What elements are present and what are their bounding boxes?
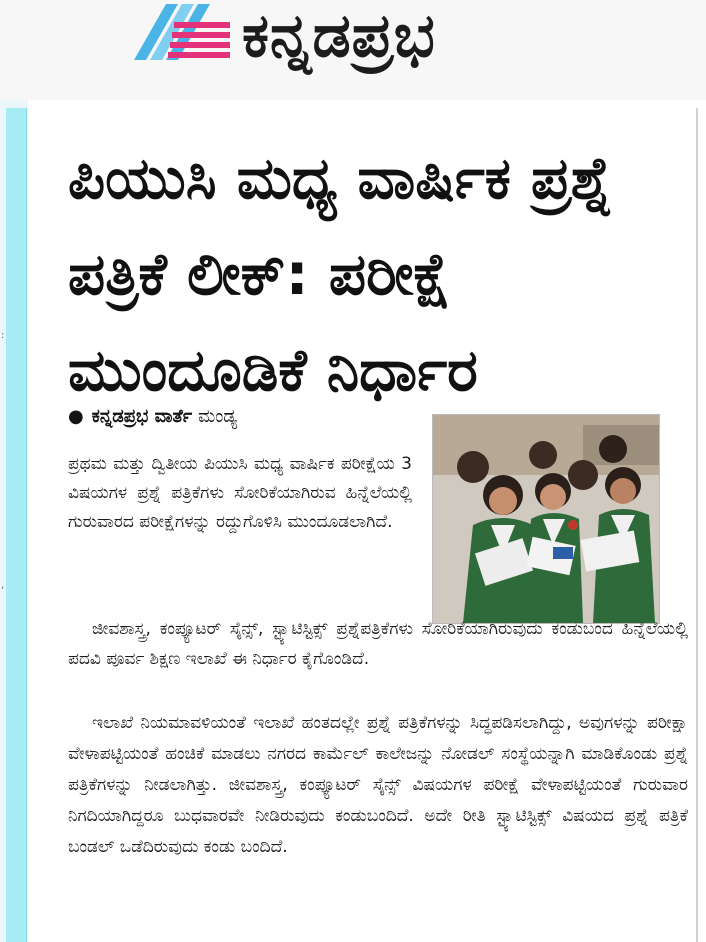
byline-place: ಮಂಡ್ಯ	[198, 406, 238, 427]
news-article	[32, 110, 696, 942]
accent-bar	[6, 108, 27, 942]
masthead-brand: ಕನ್ನಡಪ್ರಭ	[242, 1, 436, 71]
byline	[68, 404, 428, 430]
students-reading-photo	[432, 414, 660, 624]
kannadaprabha-logo-icon	[126, 2, 238, 62]
page-edge-mark: ,	[1, 580, 5, 591]
article-paragraph: ಇಲಾಖೆ ನಿಯಮಾವಳಿಯಂತೆ ಇಲಾಖೆ ಹಂತದಲ್ಲೇ ಪ್ರಶ್ನೆ ಪತ್ರಿಕೆಗಳನ್ನು ಸಿದ್ಧಪಡಿಸಲಾಗಿದ್ದು, ಅವುಗಳನ್ನು ಪರೀಕ್ಷಾ ವೇಳಾಪಟ್ಟಿಯಂತೆ ಹಂಚಿಕೆ ಮಾಡಲು ನಗರದ ಕಾರ್ಮೆಲ್ ಕಾಲೇಜನ್ನು ನೋಡಲ್ ಸಂಸ್ಥೆಯನ್ನಾಗಿ ಮಾಡಿಕೊಂಡು ಪ್ರಶ್ನೆ ಪತ್ರಿಕೆಗಳನ್ನು ನೀಡಲಾಗಿತ್ತು. ಜೀವಶಾಸ್ತ್ರ, ಕಂಪ್ಯೂಟರ್ ಸೈನ್ಸ್ ವಿಷಯಗಳ ಪರೀಕ್ಷೆ ವೇಳಾಪಟ್ಟಿಯಂತೆ ಗುರುವಾರ ನಿಗದಿಯಾಗಿದ್ದರೂ ಬುಧವಾರವೇ ನೀಡಿರುವುದು ಕಂಡುಬಂದಿದೆ. ಅದೇ ರೀತಿ ಸ್ಟ್ಯಾಟಿಸ್ಟಿಕ್ಸ್ ವಿಷಯದ ಪ್ರಶ್ನೆ ಪತ್ರಿಕೆ ಬಂಡಲ್ ಒಡೆದಿರುವುದು ಕಂಡು ಬಂದಿದೆ.	[68, 713, 688, 857]
page-edge-mark: :	[1, 330, 5, 341]
article-headline: ಪಿಯುಸಿ ಮಧ್ಯ ವಾರ್ಷಿಕ ಪ್ರಶ್ನೆ ಪತ್ರಿಕೆ ಲೀಕ್: ಪರೀಕ್ಷೆ ಮುಂದೂಡಿಕೆ ನಿರ್ಧಾರ	[68, 144, 613, 404]
bullet-icon: ●	[68, 406, 84, 427]
article-paragraph: ಪ್ರಥಮ ಮತ್ತು ದ್ವಿತೀಯ ಪಿಯುಸಿ ಮಧ್ಯ ವಾರ್ಷಿಕ ಪರೀಕ್ಷೆಯ 3 ವಿಷಯಗಳ ಪ್ರಶ್ನೆ ಪತ್ರಿಕೆಗಳು ಸೋರಿಕೆಯಾಗಿರುವ ಹಿನ್ನೆಲೆಯಲ್ಲಿ ಗುರುವಾರದ ಪರೀಕ್ಷೆಗಳನ್ನು ರದ್ದುಗೊಳಿಸಿ ಮುಂದೂಡಲಾಗಿದೆ.	[68, 454, 412, 532]
column-rule	[696, 108, 698, 942]
article-paragraph: ಜೀವಶಾಸ್ತ್ರ, ಕಂಪ್ಯೂಟರ್ ಸೈನ್ಸ್, ಸ್ಟ್ಯಾಟಿಸ್ಟಿಕ್ಸ್ ಪ್ರಶ್ನೆಪತ್ರಿಕೆಗಳು ಸೋರಿಕೆಯಾಗಿರುವುದು ಕಂಡುಬಂದ ಹಿನ್ನೆಲೆಯಲ್ಲಿ ಪದವಿ ಪೂರ್ವ ಶಿಕ್ಷಣ ಇಲಾಖೆ ಈ ನಿರ್ಧಾರ ಕೈಗೊಂಡಿದೆ.	[68, 619, 688, 669]
photo-illustration	[433, 415, 659, 623]
byline-source: ಕನ್ನಡಪ್ರಭ ವಾರ್ತೆ	[91, 406, 193, 427]
masthead	[0, 0, 706, 100]
